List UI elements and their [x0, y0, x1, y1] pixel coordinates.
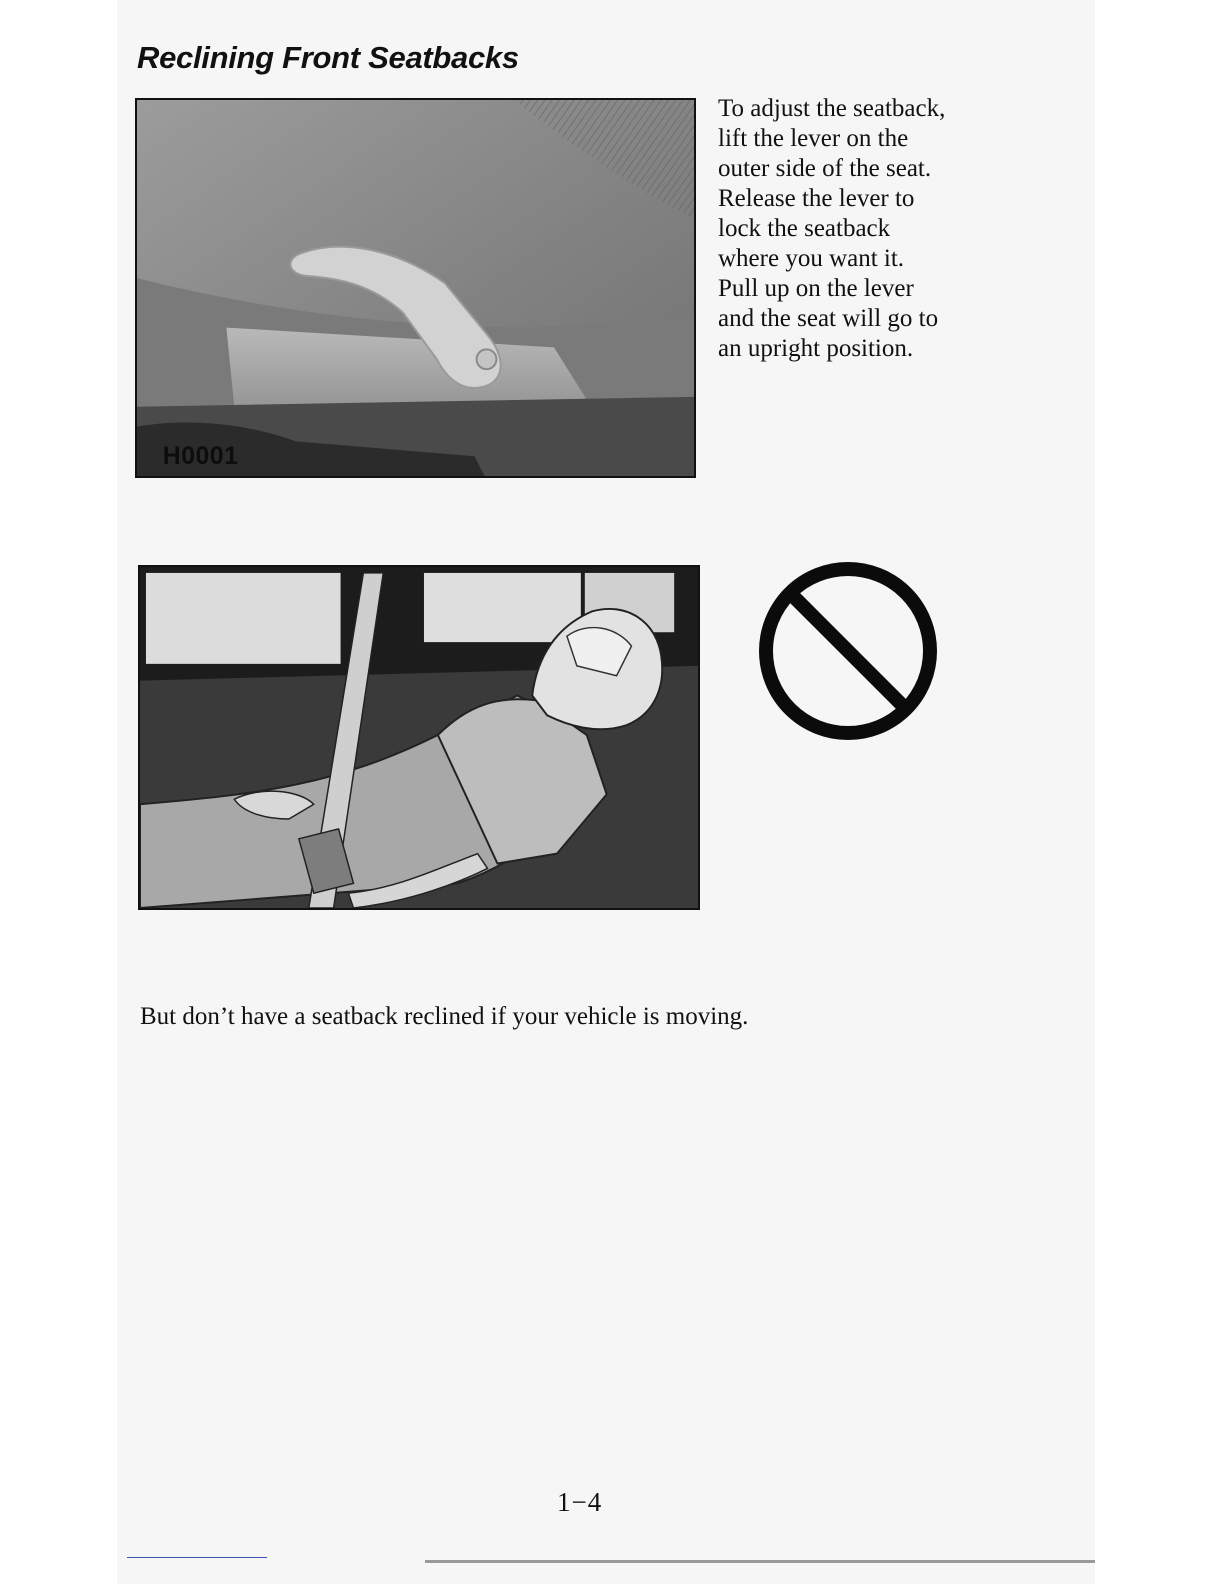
instruction-line: and the seat will go to [718, 305, 939, 332]
instruction-line: lift the lever on the [718, 125, 909, 152]
instruction-line: lock the seatback [718, 215, 891, 242]
instruction-line: outer side of the seat. [718, 155, 932, 182]
bottom-rule-right [425, 1560, 1095, 1563]
section-title: Reclining Front Seatbacks [137, 40, 519, 75]
reclined-passenger-illustration [138, 565, 700, 910]
instruction-line: Release the lever to [718, 185, 915, 212]
reclined-passenger-drawing [140, 567, 698, 908]
no-symbol-icon [757, 560, 939, 742]
page-number: 1−4 [557, 1487, 603, 1517]
instructions-text [718, 94, 988, 364]
seat-lever-illustration [137, 100, 694, 476]
instruction-line: To adjust the seatback, [718, 95, 946, 122]
warning-text: But don’t have a seatback reclined if your vehicle is moving. [140, 1003, 749, 1030]
instruction-line: where you want it. [718, 245, 905, 272]
figure-code: H0001 [162, 443, 239, 471]
seatback-lever-photo [135, 98, 696, 478]
instruction-line: Pull up on the lever [718, 275, 914, 302]
instruction-line: an upright position. [718, 335, 914, 362]
bottom-rule-left [127, 1557, 267, 1558]
